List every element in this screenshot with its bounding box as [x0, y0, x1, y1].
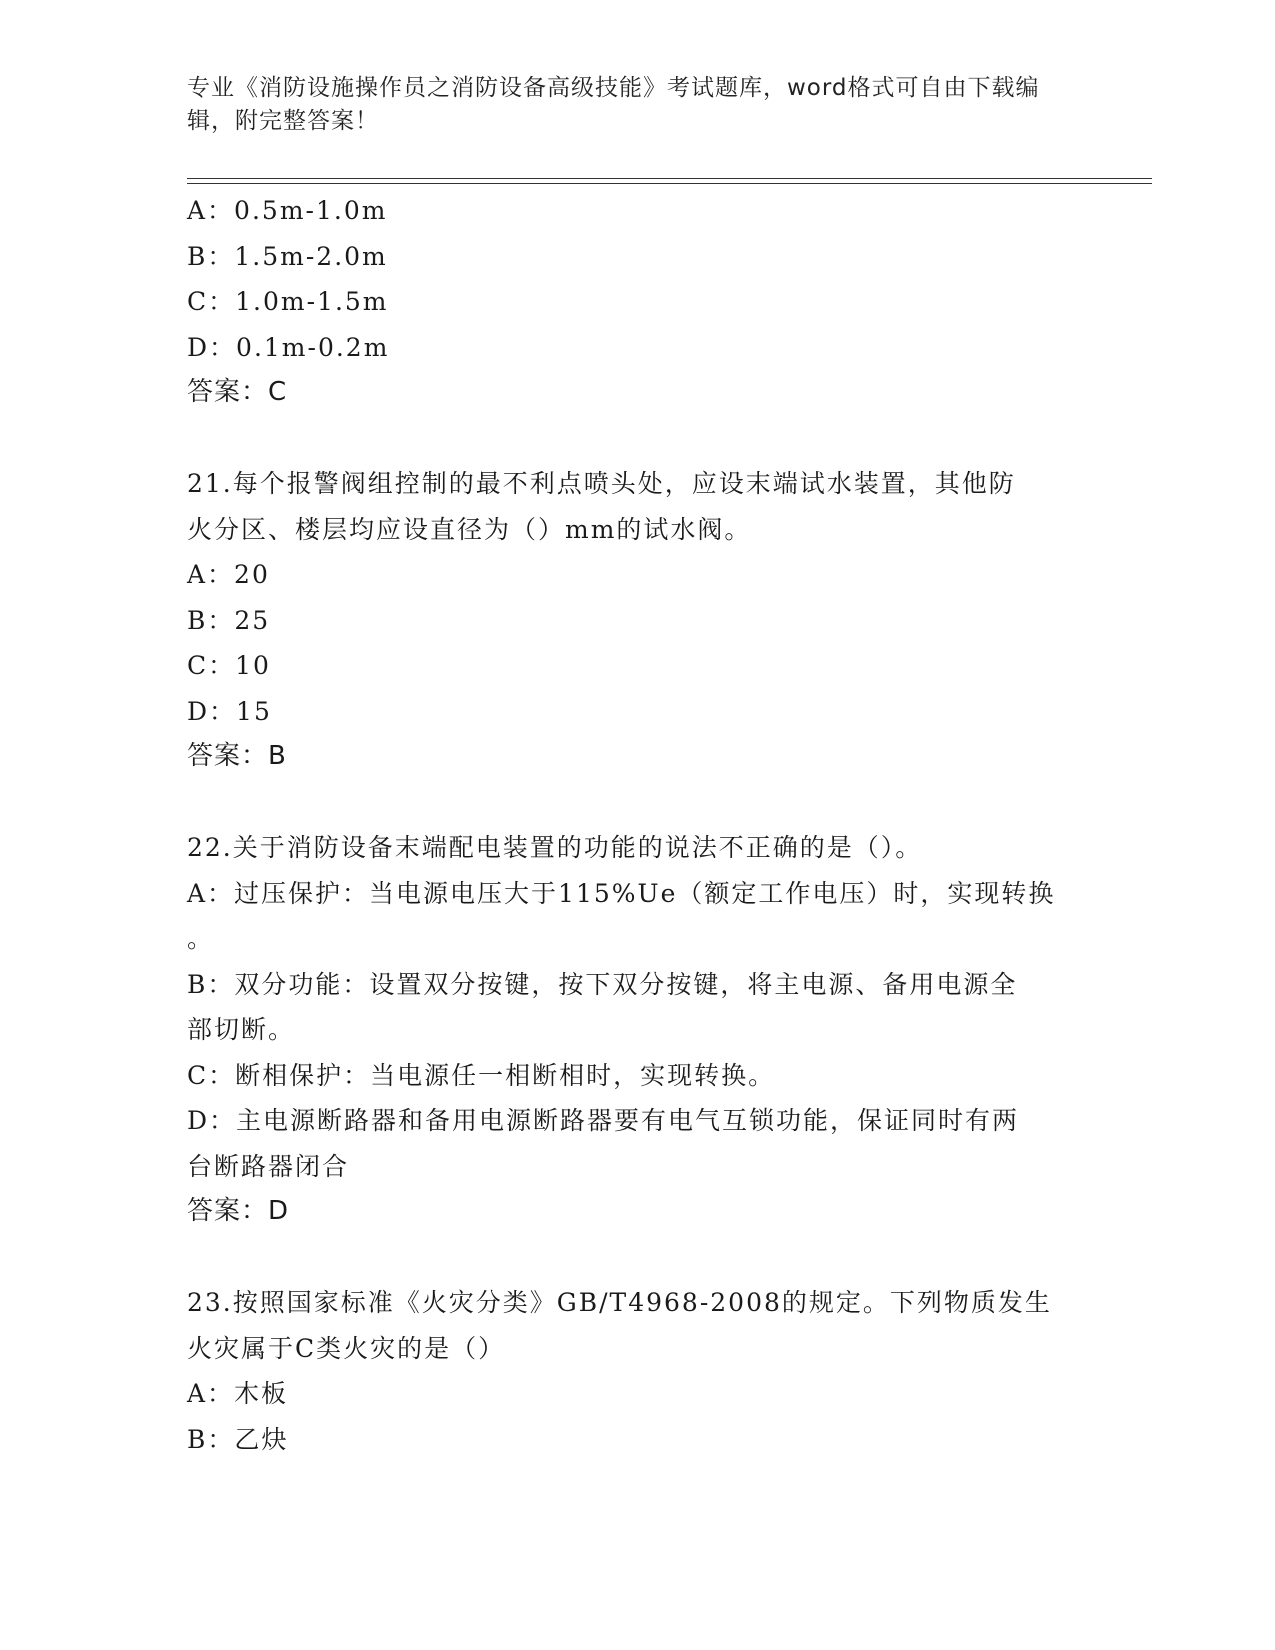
answer: 答案：D: [187, 1196, 290, 1226]
question-22: [187, 825, 1087, 1235]
question-stem: 23.按照国家标准《火灾分类》GB/T4968-2008的规定。下列物质发生: [187, 1288, 1052, 1317]
option-c: C：10: [187, 651, 271, 680]
option-c: C：1.0m-1.5m: [187, 287, 389, 316]
option-d: D：15: [187, 696, 272, 726]
header-line-2: 辑，附完整答案！: [187, 108, 379, 134]
option-d: D：主电源断路器和备用电源断路器要有电气互锁功能，保证同时有两: [187, 1106, 1020, 1135]
option-d: D：0.1m-0.2m: [187, 332, 390, 362]
question-stem: 22.关于消防设备末端配电装置的功能的说法不正确的是（）。: [187, 833, 923, 862]
question-20: [187, 188, 1087, 416]
spacer: [187, 780, 1087, 826]
answer: 答案：B: [187, 741, 287, 771]
document-header: [187, 72, 1067, 138]
option-b: B：1.5m-2.0m: [187, 241, 388, 271]
question-stem: 火灾属于C类火灾的是（）: [187, 1333, 506, 1363]
header-divider-bottom: [187, 183, 1152, 184]
spacer: [187, 416, 1087, 462]
spacer: [187, 1235, 1087, 1281]
header-line-1: 专业《消防设施操作员之消防设备高级技能》考试题库，word格式可自由下载编: [187, 75, 1040, 101]
question-list: [187, 188, 1087, 1462]
question-21: [187, 461, 1087, 780]
option-c: C：断相保护：当电源任一相断相时，实现转换。: [187, 1060, 776, 1090]
option-a-continued: 。: [187, 924, 215, 953]
question-stem: 火分区、楼层均应设直径为（）mm的试水阀。: [187, 514, 752, 544]
question-23: [187, 1280, 1087, 1462]
option-a: A：20: [187, 560, 270, 589]
option-b: B：乙炔: [187, 1424, 289, 1454]
option-b: B：25: [187, 605, 271, 635]
question-stem: 21.每个报警阀组控制的最不利点喷头处，应设末端试水装置，其他防: [187, 469, 1016, 498]
option-a: A：木板: [187, 1379, 289, 1408]
option-d-continued: 台断路器闭合: [187, 1151, 350, 1181]
option-a: A：0.5m-1.0m: [187, 196, 388, 225]
option-b-continued: 部切断。: [187, 1015, 296, 1044]
header-divider-top: [187, 178, 1152, 179]
option-b: B：双分功能：设置双分按键，按下双分按键，将主电源、备用电源全: [187, 969, 1018, 999]
answer: 答案：C: [187, 377, 288, 407]
option-a: A：过压保护：当电源电压大于115%Ue（额定工作电压）时，实现转换: [187, 878, 1056, 908]
